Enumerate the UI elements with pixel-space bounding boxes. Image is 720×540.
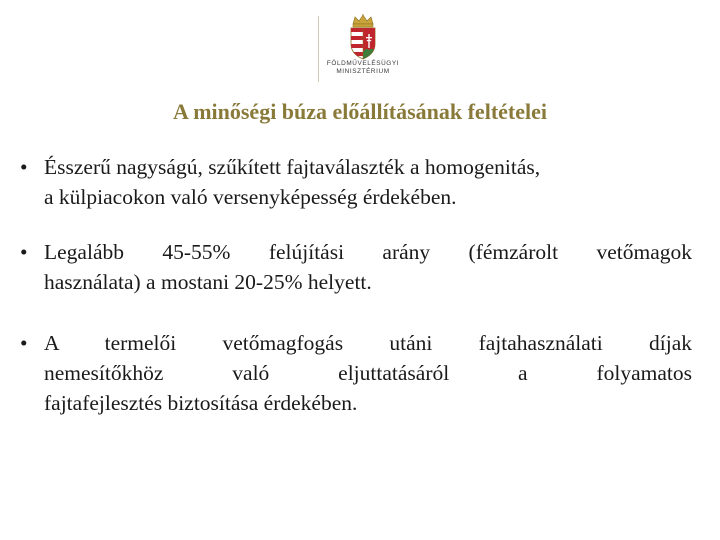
bullet-text-line: fajtafejlesztés biztosítása érdekében. [44,391,358,415]
bullet-text-line: Ésszerű nagyságú, szűkített fajtaválaszték a homogenitás, [44,155,541,179]
hungarian-coat-of-arms-icon [345,14,381,60]
bullet-marker: • [20,155,28,179]
ministry-logo [318,12,408,88]
bullet-list [20,152,692,418]
ministry-name-line-2: MINISZTÉRIUM [336,68,390,75]
slide-title: A minőségi búza előállításának feltételei [173,99,547,124]
bullet-item [20,328,692,418]
logo-divider [318,16,319,82]
bullet-text-line: Legalább 45-55% felújítási arány (fémzárolt vetőmagok [44,240,692,264]
bullet-marker: • [20,331,28,355]
bullet-item [20,237,692,297]
bullet-text-line: A termelői vetőmagfogás utáni fajtahasználati díjak [44,331,692,355]
bullet-text-line: használata) a mostani 20-25% helyett. [44,270,372,294]
bullet-marker: • [20,240,28,264]
bullet-item [20,152,692,212]
bullet-text-line: a külpiacokon való versenyképesség érdekében. [44,185,457,209]
ministry-name-line-1: FÖLDMŰVELÉSÜGYI [326,60,400,67]
bullet-text-line: nemesítőkhöz való eljuttatásáról a folyamatos [44,361,692,385]
